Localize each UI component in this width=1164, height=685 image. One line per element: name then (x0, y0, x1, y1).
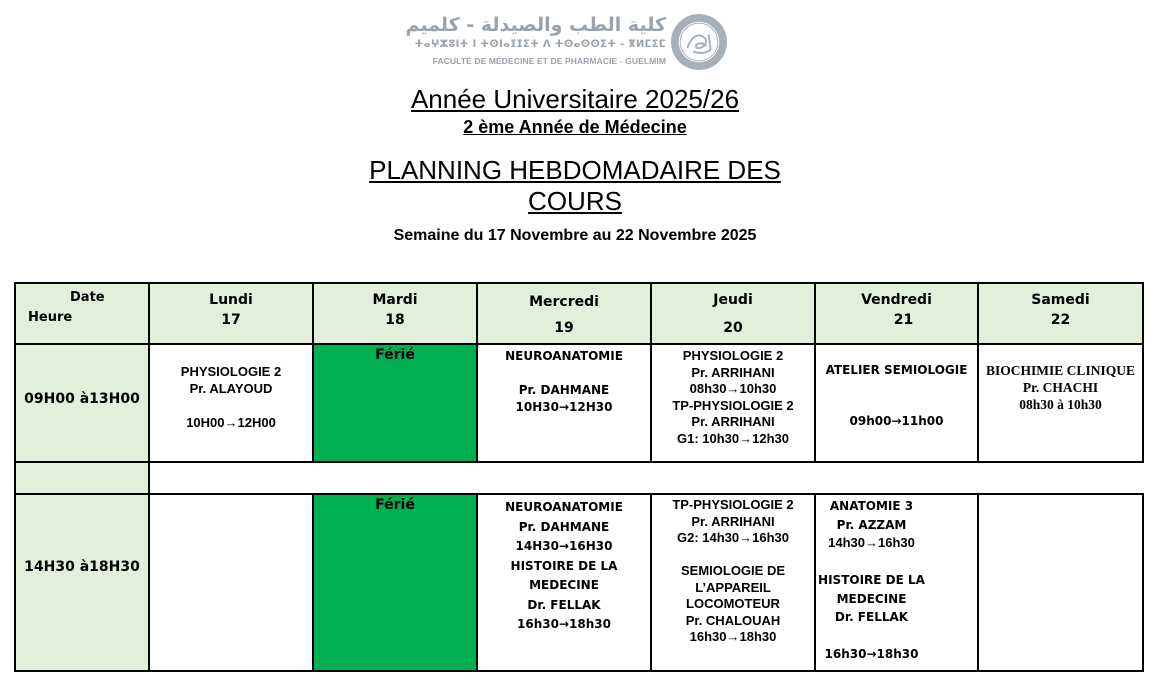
course-line: MEDECINE (836, 591, 907, 606)
holiday-label: Férié (375, 497, 415, 513)
course-cell-lundi (148, 343, 314, 463)
course-line: Pr. DAHMANE (518, 519, 610, 534)
course-line (652, 547, 814, 564)
day-header-lundi (148, 282, 314, 345)
course-cell-mercredi (476, 343, 652, 463)
course-cell-samedi (977, 343, 1144, 463)
course-line: 08h30→10h30 (689, 381, 777, 396)
day-date: 18 (385, 312, 405, 328)
spacer-row-cell (148, 461, 1142, 495)
holiday-label: Férié (375, 347, 415, 363)
course-line: G1: 10h30→12h30 (676, 430, 789, 446)
course-line: Pr. AZZAM (836, 517, 907, 532)
planning-title-line-2: COURS (528, 186, 622, 216)
day-header-mercredi (476, 282, 652, 345)
course-line: Dr. FELLAK (834, 610, 909, 624)
course-line: L’APPAREIL (695, 579, 771, 595)
holiday-cell-mardi (312, 493, 478, 672)
course-cell-jeudi (650, 343, 816, 463)
course-line: 10H30→12H30 (515, 400, 613, 414)
course-line: Pr. CHALOUAH (685, 612, 781, 628)
time-slot-morning (14, 343, 150, 463)
day-name: Mardi (372, 292, 418, 308)
course-line: TP-PHYSIOLOGIE 2 (672, 397, 794, 413)
course-line: TP-PHYSIOLOGIE 2 (672, 497, 794, 512)
course-line: Pr. CHACHI (1022, 380, 1099, 395)
course-cell-samedi (977, 493, 1144, 672)
course-line (816, 379, 977, 396)
timetable (14, 282, 1142, 672)
date-label: Date (70, 290, 105, 305)
faculty-logo (405, 12, 728, 74)
holiday-cell-mardi (312, 343, 478, 463)
day-date: 21 (893, 312, 914, 328)
course-line (150, 397, 312, 414)
course-line (816, 627, 977, 646)
logo-arabic-text: كلية الطب والصيدلة - كلميم (405, 14, 666, 36)
day-name: Mercredi (529, 294, 599, 310)
spacer-row-label-cell (14, 461, 150, 495)
course-line: Pr. ARRIHANI (691, 364, 775, 380)
course-line: 16h30→18h30 (689, 629, 777, 644)
course-line: NEUROANATOMIE (505, 500, 623, 514)
day-header-vendredi (814, 282, 979, 345)
course-line: PHYSIOLOGIE 2 (682, 348, 784, 363)
logo-french-text: FACULTÉ DE MÉDECINE ET DE PHARMACIE - GUELMIM (432, 56, 666, 66)
logo-tifinagh-text: ⵜⴰⵖⵣⵓⵏⵜ ⵏ ⵜⵙⵏⴰⵊⵊⵉⵜ ⴷ ⵜⵙⴰⵙⵙⵉⵜ - ⴳⵍⵎⵉⵎ (414, 39, 666, 50)
time-slot-afternoon (14, 493, 150, 672)
course-line: BIOCHIMIE CLINIQUE (986, 363, 1135, 378)
course-line: Pr. DAHMANE (518, 383, 610, 397)
day-name: Lundi (209, 292, 253, 308)
course-cell-mercredi (476, 493, 652, 672)
course-line: 14H30→16H30 (515, 539, 613, 553)
level-title: 2 ème Année de Médecine (463, 117, 687, 137)
course-line: Dr. FELLAK (527, 597, 601, 612)
day-date: 19 (554, 320, 574, 336)
day-name: Samedi (1031, 292, 1090, 308)
course-line: Pr. ALAYOUD (189, 381, 273, 396)
course-line: 16h30→18h30 (824, 647, 919, 661)
course-cell-jeudi (650, 493, 816, 672)
course-cell-lundi (148, 493, 314, 672)
day-header-mardi (312, 282, 478, 345)
course-line: HISTOIRE DE LA (818, 573, 925, 587)
day-date: 20 (723, 320, 743, 336)
course-line: 08h30 à 10h30 (1019, 397, 1102, 412)
course-line: G2: 14h30→16h30 (676, 530, 789, 545)
course-line: PHYSIOLOGIE 2 (180, 364, 282, 379)
course-line: ANATOMIE 3 (829, 499, 914, 513)
university-seal-icon (670, 13, 728, 71)
academic-year: Année Universitaire 2025/26 (410, 84, 740, 114)
course-line: LOCOMOTEUR (686, 596, 780, 611)
hour-label: Heure (28, 310, 73, 325)
course-line: Pr. ARRIHANI (691, 414, 775, 429)
day-date: 17 (221, 312, 241, 328)
course-line: ATELIER SEMIOLOGIE (825, 363, 968, 377)
time-slot-label: 14H30 à18H30 (24, 559, 140, 575)
course-cell-vendredi (814, 343, 979, 463)
course-line (478, 365, 650, 382)
day-header-jeudi (650, 282, 816, 345)
course-line (816, 396, 977, 413)
course-line: HISTOIRE DE LA (510, 558, 618, 573)
course-line: 10H00→12H00 (186, 415, 276, 430)
day-header-samedi (977, 282, 1144, 345)
course-cell-vendredi (814, 493, 979, 672)
time-slot-label: 09H00 à13H00 (24, 391, 140, 407)
course-line: SEMIOLOGIE DE (680, 563, 785, 578)
corner-header-cell (14, 282, 150, 345)
planning-title-line-1: PLANNING HEBDOMADAIRE DES (369, 155, 781, 185)
day-name: Jeudi (713, 292, 753, 308)
course-line: MEDECINE (529, 578, 599, 592)
course-line (816, 553, 977, 572)
course-line: 16h30→18h30 (517, 617, 611, 631)
day-name: Vendredi (861, 292, 932, 308)
course-line: NEUROANATOMIE (505, 349, 623, 363)
week-range: Semaine du 17 Novembre au 22 Novembre 2025 (393, 227, 757, 244)
course-line: 14h30→16h30 (828, 535, 915, 550)
day-date: 22 (1050, 312, 1071, 328)
course-line: Pr. ARRIHANI (691, 513, 775, 529)
planning-title (0, 155, 1150, 217)
course-line: 09h00→11h00 (849, 414, 944, 428)
